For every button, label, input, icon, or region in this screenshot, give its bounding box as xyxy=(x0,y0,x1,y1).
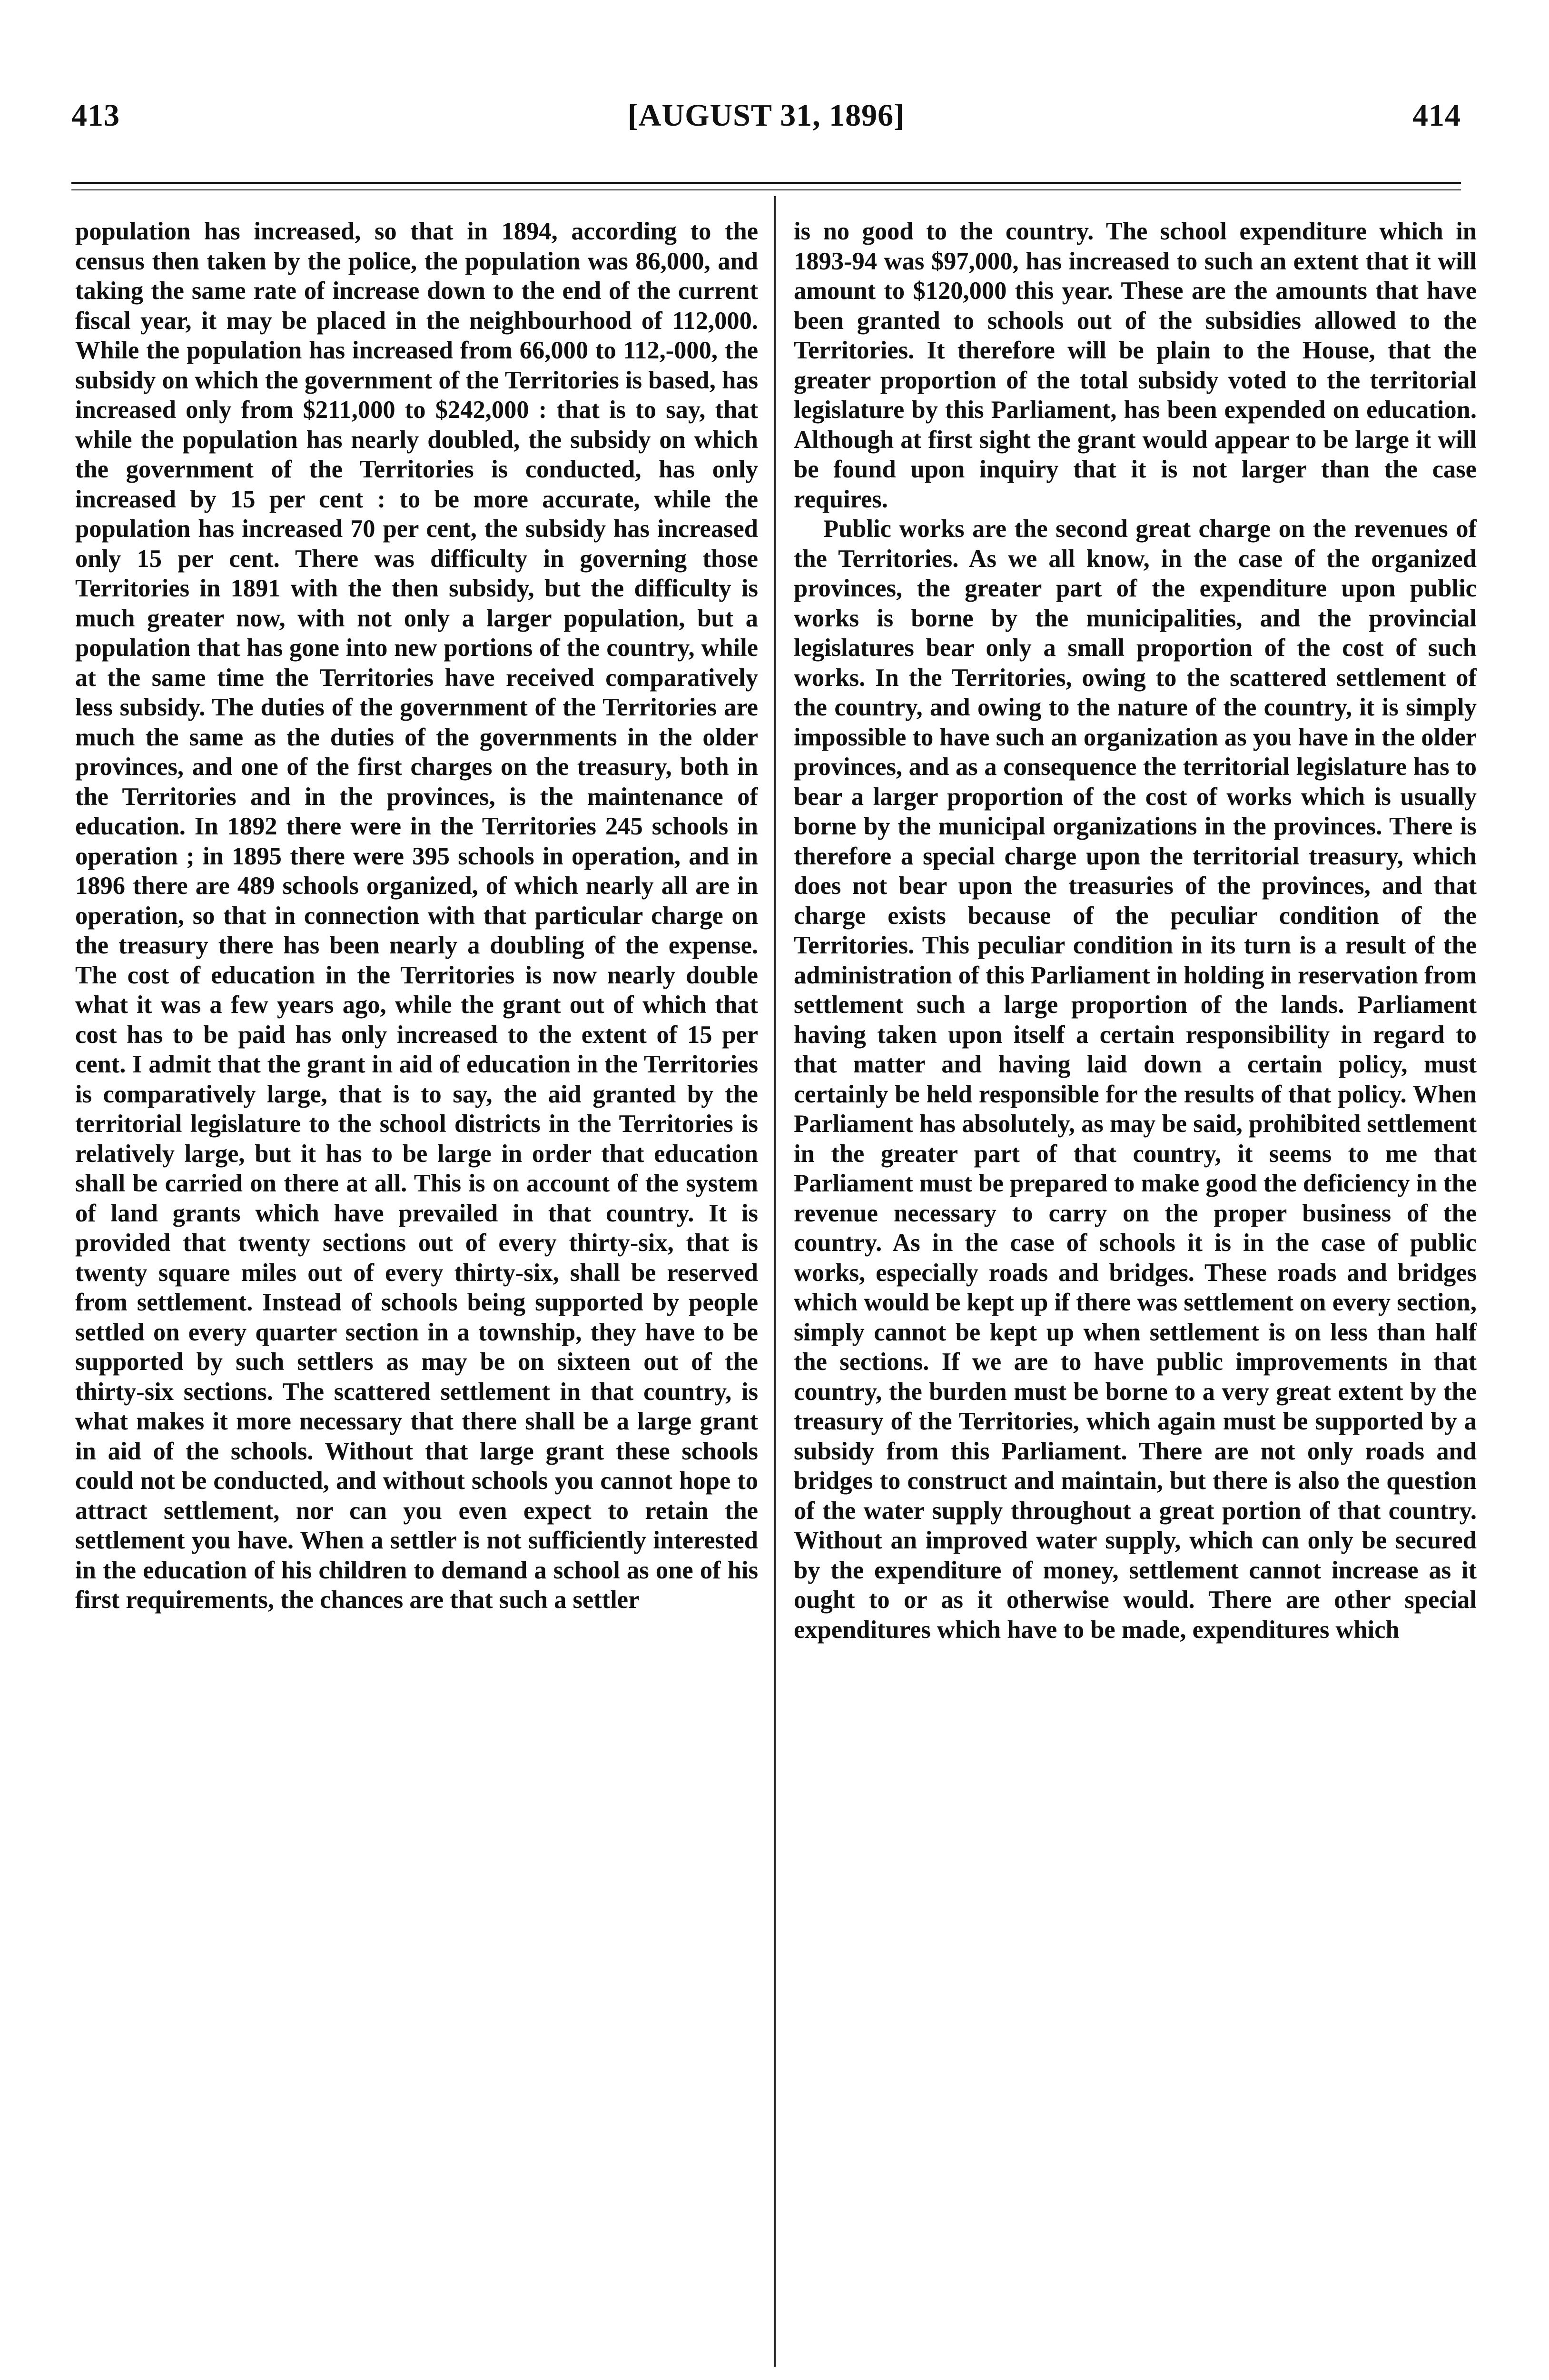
column-divider xyxy=(774,196,776,2367)
running-header xyxy=(71,98,1461,150)
right-paragraph-2: Public works are the second great charge on the revenues of the Territories. As we all know, in the case of the organized provinces, the greater part of the expenditure upon public works is borne by the municipalities, and the provincial legislatures bear only a small proportion of the cost of such works. In the Territories, owing to the scattered settlement of the country, and owing to the nature of the country, it is simply impossible to have such an organization as you have in the older provinces, and as a consequence the territorial legislature has to bear a larger proportion of the cost of works which is usually borne by the municipal organizations in the provinces. There is therefore a special charge upon the territorial treasury, which does not bear upon the treasuries of the provinces, and that charge exists because of the peculiar condition of the Territories. This peculiar condition in its turn is a result of the administration of this Parliament in holding in reservation from settlement such a large proportion of the lands. Parliament having taken upon itself a certain responsibility in regard to that matter and having laid down a certain policy, must certainly be held responsible for the results of that policy. When Parliament has absolutely, as may be said, prohibited settlement in the greater part of that country, it seems to me that Parliament must be prepared to make good the deficiency in the revenue necessary to carry on the proper business of the country. As in the case of schools it is in the case of public works, especially roads and bridges. These roads and bridges which would be kept up if there was settlement on every section, simply cannot be kept up when settlement is on less than half the sections. If we are to have public improvements in that country, the burden must be borne to a very great extent by the treasury of the Territories, which again must be supported by a subsidy from this Parliament. There are not only roads and bridges to construct and maintain, but there is also the question of the water supply throughout a great portion of that country. Without an improved water supply, which can only be secured by the expenditure of money, settlement cannot increase as it ought to or as it otherwise would. There are other special expenditures which have to be made, expenditures which xyxy=(794,515,1477,1644)
right-paragraph-1: is no good to the country. The school expenditure which in 1893-94 was $97,000, has increased to such an extent that it will amount to $120,000 this year. These are the amounts that have been granted to schools out of the subsidies allowed to the Territories. It therefore will be plain to the House, that the greater proportion of the total subsidy voted to the territorial legislature by this Parliament, has been expended on education. Although at first sight the grant would appear to be large it will be found upon inquiry that it is not larger than the case requires. xyxy=(794,218,1477,513)
header-rule xyxy=(71,182,1461,184)
left-paragraph-1: population has increased, so that in 1894, according to the census then taken by the police, the population was 86,000, and taking the same rate of increase down to the end of the current fiscal year, it may be placed in the neighbourhood of 112,000. While the population has increased from 66,000 to 112,-000, the subsidy on which the government of the Territories is based, has increased only from $211,000 to $242,000 : that is to say, that while the population has nearly doubled, the subsidy on which the government of the Territories is conducted, has only increased by 15 per cent : to be more accurate, while the population has increased 70 per cent, the subsidy has increased only 15 per cent. There was difficulty in governing those Territories in 1891 with the then subsidy, but the difficulty is much greater now, with not only a larger population, but a population that has gone into new portions of the country, while at the same time the Territories have received comparatively less subsidy. The duties of the government of the Territories are much the same as the duties of the governments in the older provinces, and one of the first charges on the treasury, both in the Territories and in the provinces, is the maintenance of education. In 1892 there were in the Territories 245 schools in operation ; in 1895 there were 395 schools in operation, and in 1896 there are 489 schools organized, of which nearly all are in operation, so that in connection with that particular charge on the treasury there has been nearly a doubling of the expense. The cost of education in the Territories is now nearly double what it was a few years ago, while the grant out of which that cost has to be paid has only increased to the extent of 15 per cent. I admit that the grant in aid of education in the Territories is comparatively large, that is to say, the aid granted by the territorial legislature to the school districts in the Territories is relatively large, but it has to be large in order that education shall be carried on there at all. This is on account of the system of land grants which have prevailed in that country. It is provided that twenty sections out of every thirty-six, that is twenty square miles out of every thirty-six, shall be reserved from settlement. Instead of schools being supported by people settled on every quarter section in a township, they have to be supported by such settlers as may be on sixteen out of the thirty-six sections. The scattered settlement in that country, is what makes it more necessary that there shall be a large grant in aid of the schools. Without that large grant these schools could not be conducted, and without schools you cannot hope to attract settlement, nor can you even expect to retain the settlement you have. When a settler is not sufficiently interested in the education of his children to demand a school as one of his first requirements, the chances are that such a settler xyxy=(75,218,758,1614)
page-number-left: 413 xyxy=(71,98,120,133)
header-rule-thin xyxy=(71,189,1461,190)
right-column xyxy=(794,217,1477,2368)
left-column xyxy=(75,217,758,2368)
header-date: [AUGUST 31, 1896] xyxy=(627,98,905,133)
page-number-right: 414 xyxy=(1412,98,1461,133)
